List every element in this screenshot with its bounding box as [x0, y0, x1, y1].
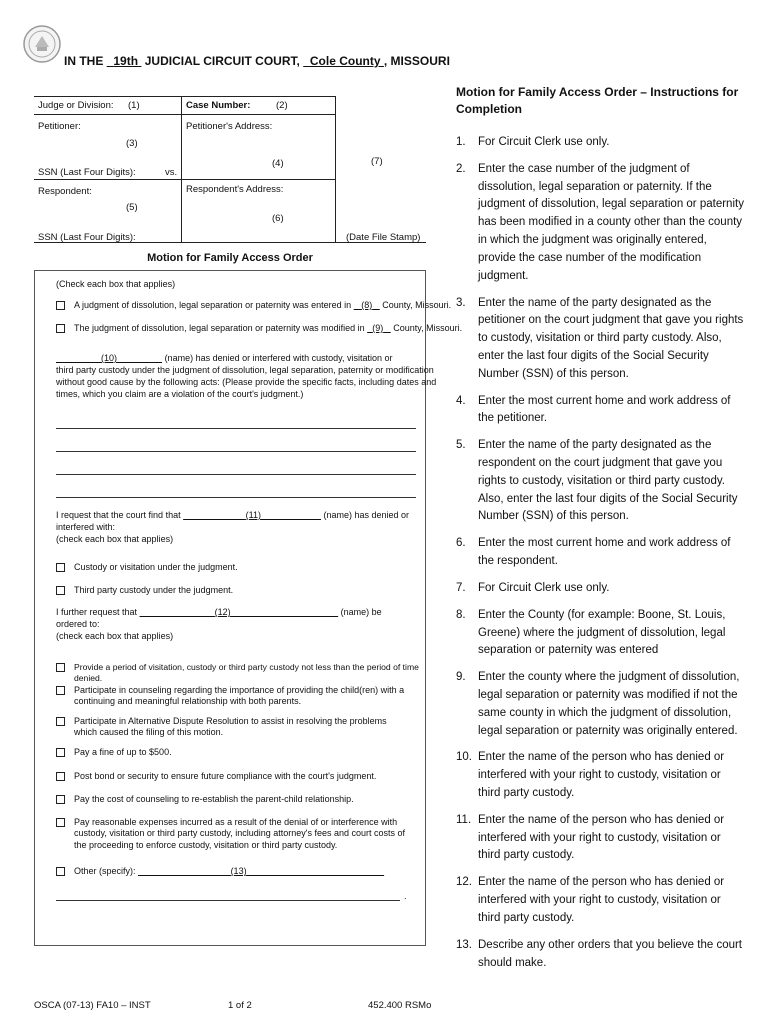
instructions-title: Motion for Family Access Order – Instructions for Completion — [456, 85, 739, 117]
court-prefix: IN THE — [64, 54, 104, 68]
instruction-item: 5. Enter the name of the party designated as the respondent on the court judgment that gave you rights to custody, visitation or third party custody. Also, enter the last four digits of the Social Security Number (SSN) of this person. — [456, 439, 738, 523]
case-number-field-num: (2) — [276, 100, 288, 111]
judgment-entered-text: A judgment of dissolution, legal separation or paternity was entered in (8) County, Missouri. — [74, 300, 452, 310]
instruction-item: 11. Enter the name of the person who has denied or interfered with your right to custody, visitation or third party custody. — [456, 813, 725, 862]
judge-label: Judge or Division: — [38, 100, 114, 111]
instruction-item: 4. Enter the most current home and work address of the petitioner. — [456, 394, 731, 425]
further-request-line: I further request that (12) (name) be — [56, 607, 382, 617]
statute-ref: 452.400 RSMo — [368, 1000, 432, 1011]
other-continuation-line[interactable] — [56, 900, 400, 901]
post-bond-checkbox[interactable] — [56, 772, 65, 781]
custody-visitation-checkbox[interactable] — [56, 563, 65, 572]
custody-visitation-label: Custody or visitation under the judgment. — [74, 562, 238, 572]
respondent-address-field-num: (6) — [272, 213, 284, 224]
instruction-item: 10. Enter the name of the person who has denied or interfered with your right to custody, visitation or third party custody. — [456, 751, 725, 799]
county-name: Cole County — [309, 54, 381, 68]
pay-counseling-label: Pay the cost of counseling to re-establish the parent-child relationship. — [74, 794, 354, 804]
petitioner-ssn-label: SSN (Last Four Digits): — [38, 167, 136, 178]
pay-expenses-checkbox[interactable] — [56, 818, 65, 827]
petitioner-label: Petitioner: — [38, 121, 81, 132]
other-checkbox[interactable] — [56, 867, 65, 876]
respondent-field-num: (5) — [126, 202, 138, 213]
instruction-item: 7. For Circuit Clerk use only. — [456, 581, 610, 594]
further-request-line2: ordered to: — [56, 619, 100, 629]
third-party-custody-label: Third party custody under the judgment. — [74, 585, 234, 595]
facts-line-3[interactable] — [56, 474, 416, 475]
judgment-modified-checkbox[interactable] — [56, 324, 65, 333]
respondent-ssn-label: SSN (Last Four Digits): — [38, 232, 136, 243]
other-period: . — [404, 891, 407, 901]
instructions-list — [456, 134, 746, 981]
pay-expenses-label: Pay reasonable expenses incurred as a result of the denial of or interference with custody, visitation or third party custody, including attorney's fees and court costs of the proceeding to enforce custody, visitation or third party custody. — [74, 817, 406, 850]
case-number-label: Case Number: — [186, 100, 251, 111]
page-number: 1 of 2 — [228, 1000, 252, 1011]
counseling-importance-label: Participate in counseling regarding the importance of providing the child(ren) with a continuing and meaningful relationship with both parents. — [74, 685, 405, 707]
court-seal — [22, 24, 62, 64]
respondent-label: Respondent: — [38, 186, 92, 197]
file-stamp-field-num: (7) — [371, 156, 383, 167]
judge-field-num: (1) — [128, 100, 140, 111]
provide-visitation-checkbox[interactable] — [56, 663, 65, 672]
instruction-item: 9. Enter the county where the judgment of dissolution, legal separation or paternity was modified if not the same county in which the judgment of dissolution, legal separation or paternity was originally entered. — [456, 671, 740, 737]
other-specify-line: Other (specify): (13) — [74, 866, 247, 876]
adr-checkbox[interactable] — [56, 717, 65, 726]
facts-line-1[interactable] — [56, 428, 416, 429]
court-text: JUDICIAL CIRCUIT COURT, — [144, 54, 300, 68]
request-finding-line: I request that the court find that (11) (name) has denied or — [56, 510, 410, 520]
request-finding-line2: interfered with: — [56, 522, 116, 532]
form-id: OSCA (07-13) FA10 – INST — [34, 1000, 151, 1011]
counseling-importance-checkbox[interactable] — [56, 686, 65, 695]
interferer-text-line3: without good cause by the following acts: (Please provide the specific facts, including dates and — [56, 377, 437, 387]
case-caption — [34, 96, 426, 242]
petitioner-address-label: Petitioner's Address: — [186, 121, 273, 132]
check-instruction: (Check each box that applies) — [56, 279, 176, 289]
pay-counseling-checkbox[interactable] — [56, 795, 65, 804]
instruction-item: 8. Enter the County (for example: Boone, St. Louis, Greene) where the judgment of dissolution, legal separation or paternity was entered — [456, 608, 726, 657]
versus-label: vs. — [165, 167, 178, 178]
instruction-item: 6. Enter the most current home and work address of the respondent. — [456, 537, 731, 568]
motion-form — [34, 270, 463, 946]
court-header — [64, 54, 450, 68]
interferer-text-line2: third party custody under the judgment of dissolution, legal separation, paternity or modification — [56, 365, 434, 375]
instruction-item: 12. Enter the name of the person who has denied or interfered with your right to custody, visitation or third party custody. — [456, 876, 725, 924]
file-stamp-label: (Date File Stamp) — [346, 232, 421, 243]
instruction-item: 13. Describe any other orders that you believe the court should make. — [456, 938, 743, 969]
post-bond-label: Post bond or security to ensure future compliance with the court's judgment. — [74, 771, 377, 781]
petitioner-address-field-num: (4) — [272, 158, 284, 169]
facts-line-2[interactable] — [56, 451, 416, 452]
instruction-item: 2. Enter the case number of the judgment of dissolution, legal separation or paternity. If the judgment of dissolution, legal separation or paternity has been modified in a county other than the county in which the judgment was originally entered, provide the case number of the modification judgment. — [456, 162, 744, 282]
motion-title: Motion for Family Access Order — [147, 252, 313, 264]
circuit-number: 19th — [113, 54, 139, 68]
respondent-address-label: Respondent's Address: — [186, 184, 284, 195]
state-name: , MISSOURI — [383, 54, 450, 68]
pay-fine-checkbox[interactable] — [56, 748, 65, 757]
interferer-text-line4: times, which you claim are a violation of the court's judgment.) — [56, 389, 304, 399]
instruction-item: 1. For Circuit Clerk use only. — [456, 136, 610, 148]
third-party-custody-checkbox[interactable] — [56, 586, 65, 595]
adr-label: Participate in Alternative Dispute Resolution to assist in resolving the problems which caused the filing of this motion. — [74, 716, 387, 738]
facts-line-4[interactable] — [56, 497, 416, 498]
petitioner-field-num: (3) — [126, 138, 138, 149]
judgment-modified-text: The judgment of dissolution, legal separation or paternity was modified in (9) County, Missouri. — [74, 323, 463, 333]
provide-visitation-label: Provide a period of visitation, custody or third party custody not less than the period of time denied. — [74, 662, 419, 683]
check-instruction-3: (check each box that applies) — [56, 631, 174, 641]
pay-fine-label: Pay a fine of up to $500. — [74, 747, 172, 757]
instruction-item: 3. Enter the name of the party designated as the petitioner on the court judgment that gave you rights to custody, visitation or third party custody. Also, enter the last four digits of the Social Security Number (SSN) of this person. — [456, 296, 744, 380]
judgment-entered-checkbox[interactable] — [56, 301, 65, 310]
check-instruction-2: (check each box that applies) — [56, 534, 174, 544]
interferer-line: (10) (name) has denied or interfered with custody, visitation or — [101, 353, 393, 363]
